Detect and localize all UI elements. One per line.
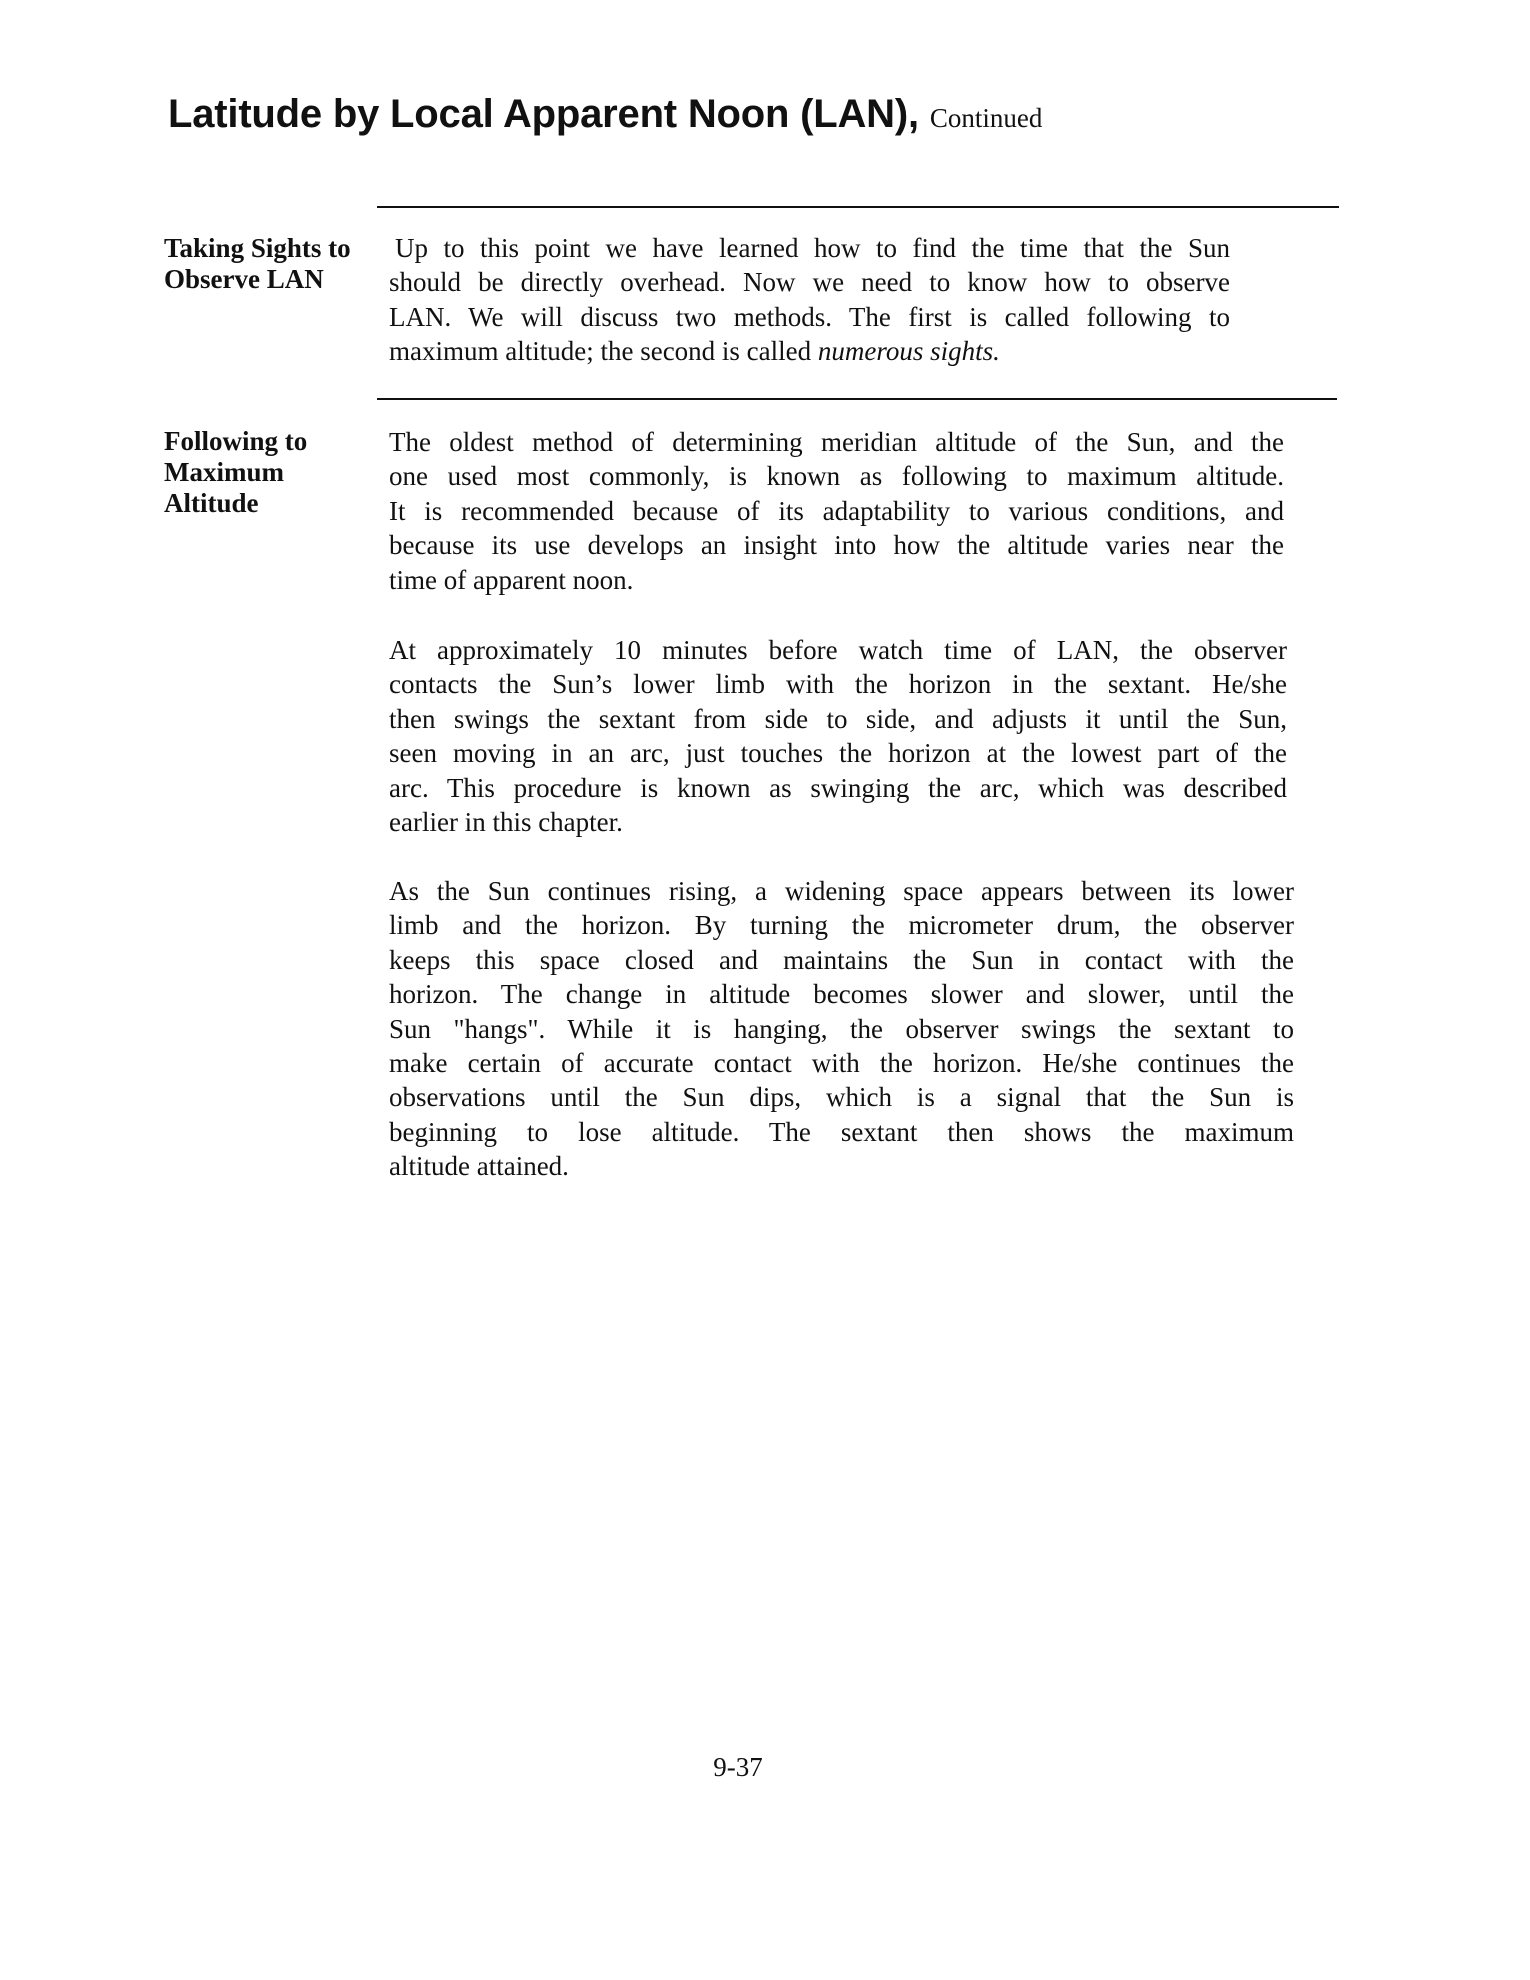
paragraph-oldest-method (389, 425, 1284, 597)
paragraph-line: make certain of accurate contact with the horizon. He/she continues the (389, 1048, 1294, 1079)
page-title-text: Latitude by Local Apparent Noon (LAN), (168, 92, 919, 136)
paragraph-line: keeps this space closed and maintains the Sun in contact with the (389, 944, 1294, 975)
side-label-line: Observe LAN (164, 264, 324, 294)
side-label-line: Following to (164, 426, 308, 456)
paragraph-line: It is recommended because of its adaptability to various conditions, and (389, 495, 1284, 526)
paragraph-line-text: maximum altitude; the second is called (389, 336, 818, 367)
continued-label: Continued (929, 103, 1043, 133)
paragraph-line: seen moving in an arc, just touches the horizon at the lowest part of the (389, 738, 1287, 769)
paragraph-taking-sights (389, 231, 1230, 369)
page-number: 9-37 (713, 1752, 763, 1782)
paragraph-line: The oldest method of determining meridian altitude of the Sun, and the (389, 427, 1284, 457)
side-label-taking-sights (164, 233, 379, 295)
paragraph-sun-hangs (389, 874, 1294, 1184)
paragraph-line: contacts the Sun’s lower limb with the horizon in the sextant. He/she (389, 669, 1287, 700)
paragraph-line: then swings the sextant from side to side, and adjusts it until the Sun, (389, 703, 1287, 734)
paragraph-line: one used most commonly, is known as following to maximum altitude. (389, 461, 1284, 492)
side-label-line: Altitude (164, 488, 259, 518)
paragraph-line: Sun "hangs". While it is hanging, the observer swings the sextant to (389, 1013, 1294, 1044)
paragraph-line: As the Sun continues rising, a widening space appears between its lower (389, 876, 1294, 906)
section-divider-top (377, 206, 1339, 208)
paragraph-line: time of apparent noon. (389, 564, 634, 595)
paragraph-line: observations until the Sun dips, which is a signal that the Sun is (389, 1082, 1294, 1113)
section-divider-middle (377, 398, 1337, 400)
side-label-following-maximum-altitude (164, 426, 379, 519)
side-label-line: Taking Sights to (164, 233, 351, 263)
paragraph-line: altitude attained. (389, 1151, 569, 1182)
paragraph-swinging-the-arc (389, 633, 1287, 839)
paragraph-line: At approximately 10 minutes before watch time of LAN, the observer (389, 635, 1287, 665)
paragraph-line: should be directly overhead. Now we need to know how to observe (389, 267, 1230, 298)
numerous-sights-emphasis: numerous sights. (817, 336, 1000, 367)
side-label-line: Maximum (164, 457, 284, 487)
paragraph-line: limb and the horizon. By turning the micrometer drum, the observer (389, 910, 1294, 941)
paragraph-line: arc. This procedure is known as swinging the arc, which was described (389, 772, 1287, 803)
paragraph-line: horizon. The change in altitude becomes slower and slower, until the (389, 979, 1294, 1010)
paragraph-line: beginning to lose altitude. The sextant then shows the maximum (389, 1116, 1294, 1147)
paragraph-line: LAN. We will discuss two methods. The first is called following to (389, 301, 1230, 332)
paragraph-line: because its use develops an insight into how the altitude varies near the (389, 530, 1284, 561)
paragraph-line (389, 334, 1230, 368)
paragraph-line: Up to this point we have learned how to find the time that the Sun (395, 233, 1230, 263)
page-title (168, 92, 1042, 137)
paragraph-line: earlier in this chapter. (389, 807, 623, 838)
